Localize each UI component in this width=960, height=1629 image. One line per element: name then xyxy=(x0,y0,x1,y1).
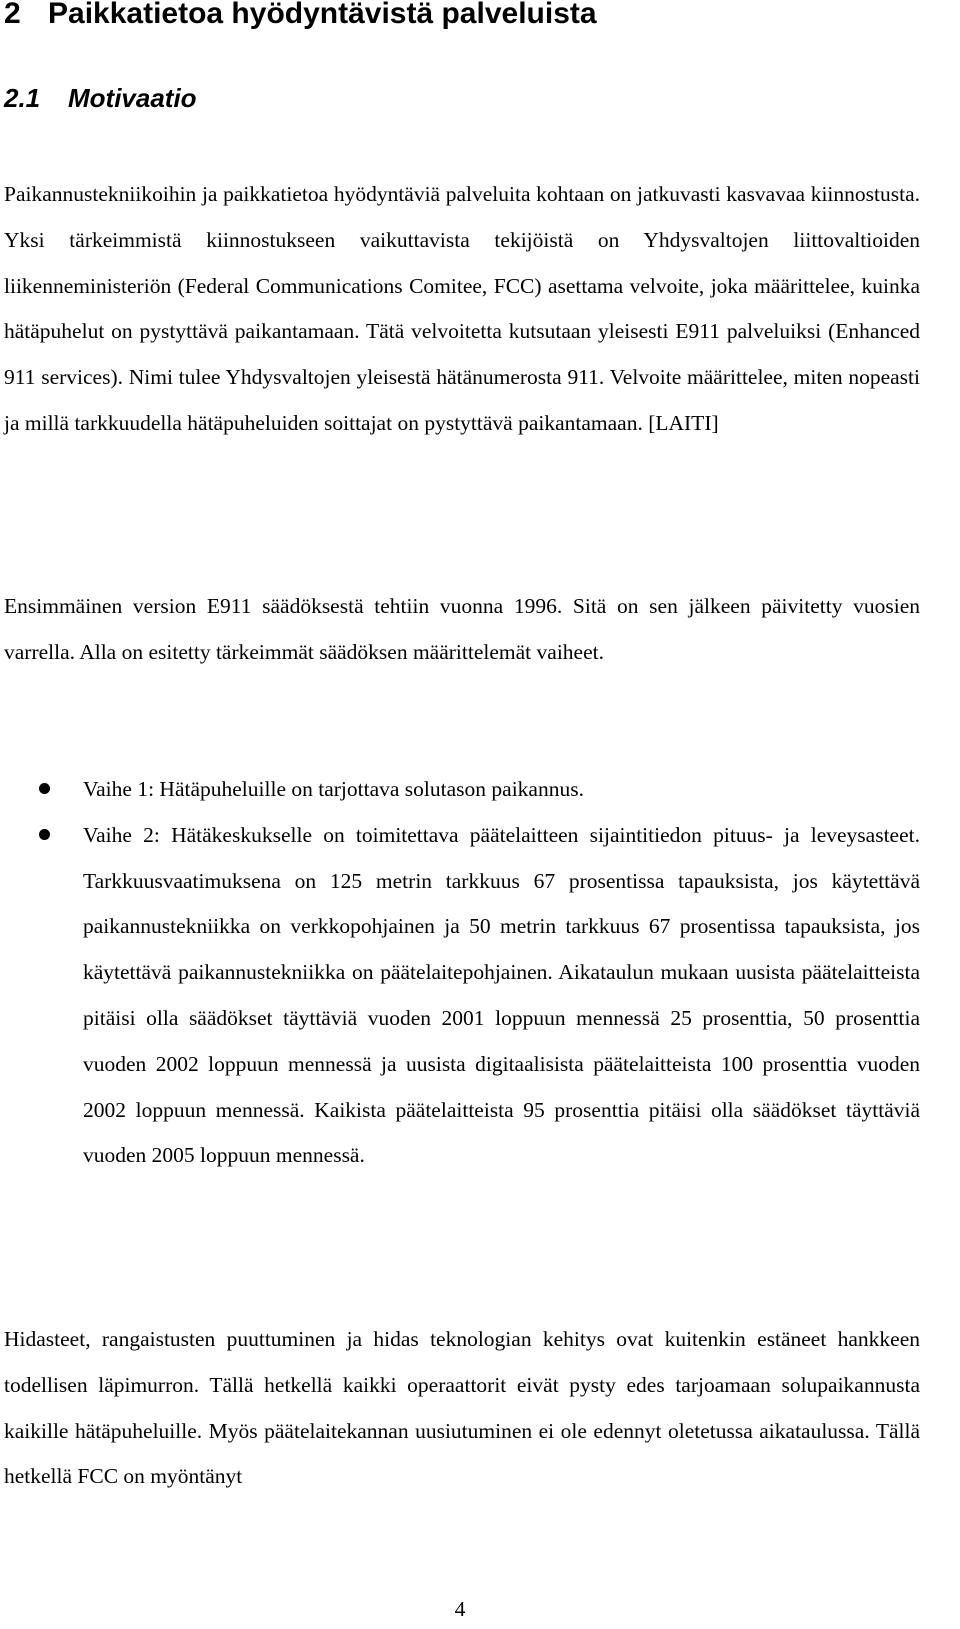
section-heading xyxy=(4,81,197,115)
list-item-phase-1 xyxy=(0,767,920,813)
phase-list xyxy=(0,767,920,1179)
list-item-text: Vaihe 2: Hätäkeskukselle on toimitettava päätelaitteen sijaintitiedon pituus- ja leveysasteet. Tarkkuusvaatimuksena on 125 metrin tarkkuus 67 prosentissa tapauksista, jos käytettävä paikannustekniikka on verkkopohjainen ja 50 metrin tarkkuus 67 prosentissa tapauksista, jos käytettävä paikannustekniikka on päätelaitepohjainen. Aikataulun mukaan uusista päätelaitteista pitäisi olla säädökset täyttäviä vuoden 2001 loppuun mennessä 25 prosenttia, 50 prosenttia vuoden 2002 loppuun mennessä ja uusista digitaalisista päätelaitteista 100 prosenttia vuoden 2002 loppuun mennessä. Kaikista päätelaitteista 95 prosenttia pitäisi olla säädökset täyttäviä vuoden 2005 loppuun mennessä. xyxy=(83,822,920,1168)
chapter-number: 2 xyxy=(4,0,21,30)
body-paragraph-3: Hidasteet, rangaistusten puuttuminen ja hidas teknologian kehitys ovat kuitenkin estäneet hankkeen todellisen läpimurron. Tällä hetkellä kaikki operaattorit eivät pysty edes tarjoamaan solupaikannusta kaikille hätäpuheluille. Myös päätelaitekannan uusiutuminen ei ole edennyt oletetussa aikataulussa. Tällä hetkellä FCC on myöntänyt xyxy=(4,1327,920,1489)
section-title: Motivaatio xyxy=(68,83,197,113)
page-number: 4 xyxy=(454,1597,466,1621)
list-item-text: Vaihe 1: Hätäpuheluille on tarjottava solutason paikannus. xyxy=(83,777,584,801)
list-item-phase-2 xyxy=(0,813,920,1179)
section-number: 2.1 xyxy=(4,83,41,113)
chapter-heading xyxy=(4,0,597,34)
bullet-icon xyxy=(39,829,50,840)
bullet-icon xyxy=(39,783,50,794)
body-paragraph-1: Paikannustekniikoihin ja paikkatietoa hyödyntäviä palveluita kohtaan on jatkuvasti kasvavaa kiinnostusta. Yksi tärkeimmistä kiinnostukseen vaikuttavista tekijöistä on Yhdysvaltojen liittovaltioiden liikenneministeriön (Federal Communications Comitee, FCC) asettama velvoite, joka määrittelee, kuinka hätäpuhelut on pystyttävä paikantamaan. Tätä velvoitetta kutsutaan yleisesti E911 palveluiksi (Enhanced 911 services). Nimi tulee Yhdysvaltojen yleisestä hätänumerosta 911. Velvoite määrittelee, miten nopeasti ja millä tarkkuudella hätäpuheluiden soittajat on pystyttävä paikantamaan. [LAITI] xyxy=(4,182,920,435)
chapter-title: Paikkatietoa hyödyntävistä palveluista xyxy=(48,0,597,30)
body-paragraph-2: Ensimmäinen version E911 säädöksestä tehtiin vuonna 1996. Sitä on sen jälkeen päivitetty vuosien varrella. Alla on esitetty tärkeimmät säädöksen määrittelemät vaiheet. xyxy=(4,594,920,664)
